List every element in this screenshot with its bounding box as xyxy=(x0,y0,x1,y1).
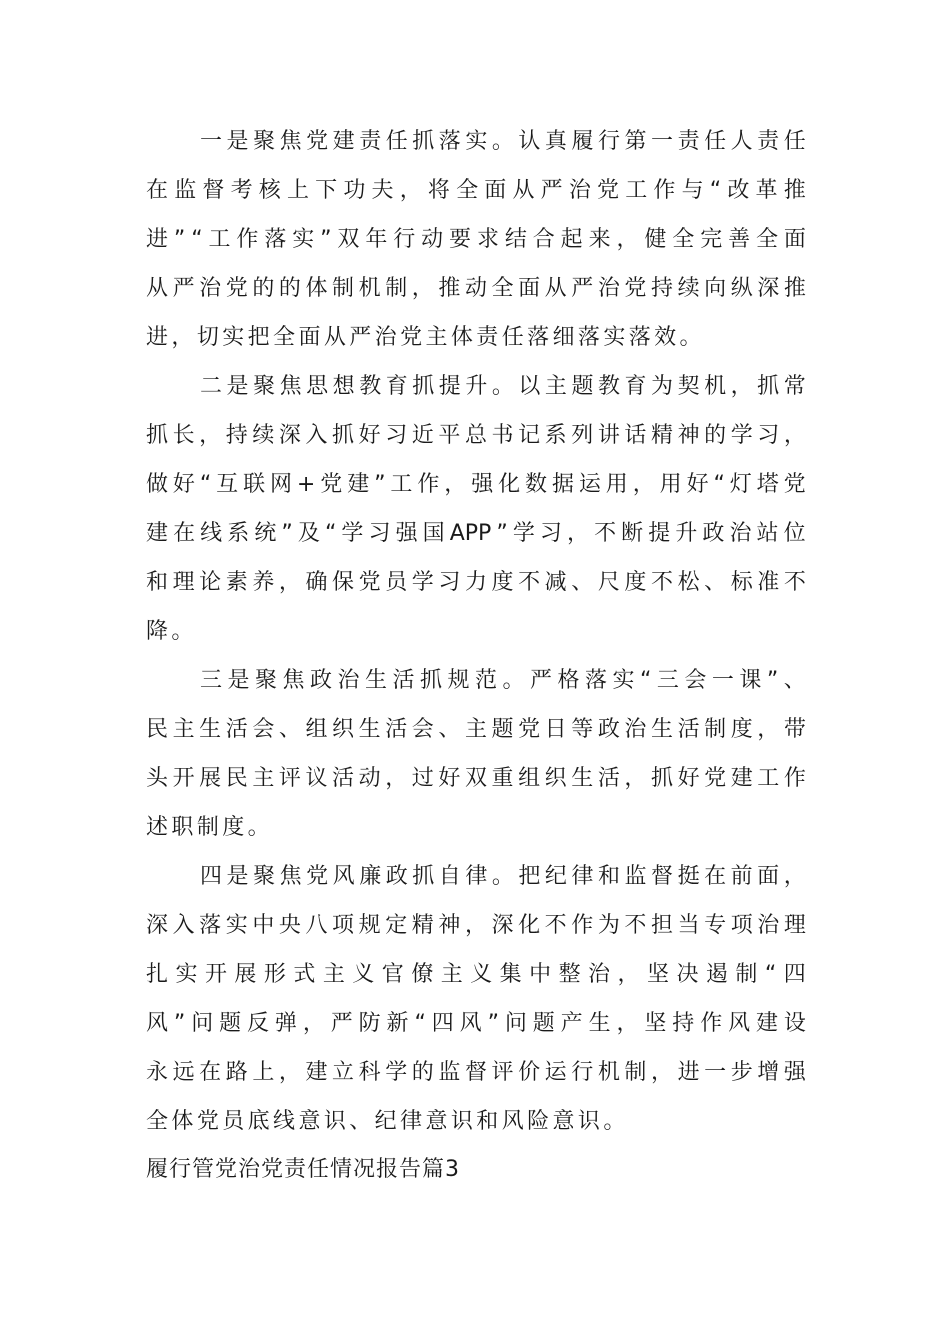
paragraph-4-line-4: 风 ” 问 题 反 弹 ， 严 防 新 “ 四 风 ” 问 题 产 生 ， 坚 持 作 风 建 设 xyxy=(146,1011,806,1036)
paragraph-3-line-1: 三 是 聚 焦 政 治 生 活 抓 规 范 。 严 格 落 实 “ 三 会 一 课 ” 、 xyxy=(200,668,806,693)
section-heading: 履行管党治党责任情况报告篇3 xyxy=(146,1157,460,1182)
paragraph-2-line-6: 降 。 xyxy=(146,619,197,644)
paragraph-1-line-4: 从 严 治 党 的 的 体 制 机 制 ， 推 动 全 面 从 严 治 党 持 续 向 纵 深 推 xyxy=(146,276,806,301)
paragraph-4-line-5: 永 远 在 路 上 ， 建 立 科 学 的 监 督 评 价 运 行 机 制 ， 进 一 步 增 强 xyxy=(146,1060,806,1085)
paragraph-2-line-2: 抓 长 ， 持 续 深 入 抓 好 习 近 平 总 书 记 系 列 讲 话 精 神 的 学 习 ， xyxy=(146,423,806,448)
paragraph-4-line-1: 四 是 聚 焦 党 风 廉 政 抓 自 律 。 把 纪 律 和 监 督 挺 在 前 面 ， xyxy=(200,864,806,889)
paragraph-2-line-3: 做 好 “ 互 联 网 + 党 建 ” 工 作 ， 强 化 数 据 运 用 ， 用 好 “ 灯 塔 党 xyxy=(146,472,806,497)
paragraph-3-line-2: 民 主 生 活 会 、 组 织 生 活 会 、 主 题 党 日 等 政 治 生 活 制 度 ， 带 xyxy=(146,717,806,742)
paragraph-2-line-5: 和 理 论 素 养 ， 确 保 党 员 学 习 力 度 不 减 、 尺 度 不 松 、 标 准 不 xyxy=(146,570,806,595)
paragraph-4-line-2: 深 入 落 实 中 央 八 项 规 定 精 神 ， 深 化 不 作 为 不 担 当 专 项 治 理 xyxy=(146,913,806,938)
paragraph-4-line-3: 扎 实 开 展 形 式 主 义 官 僚 主 义 集 中 整 治 ， 坚 决 遏 制 “ 四 xyxy=(146,962,806,987)
paragraph-1-line-1: 一 是 聚 焦 党 建 责 任 抓 落 实 。 认 真 履 行 第 一 责 任 人 责 任 xyxy=(200,129,806,154)
paragraph-4-line-6: 全 体 党 员 底 线 意 识 、 纪 律 意 识 和 风 险 意 识 。 xyxy=(146,1109,629,1134)
paragraph-1-line-3: 进 ” “ 工 作 落 实 ” 双 年 行 动 要 求 结 合 起 来 ， 健 全 完 善 全 面 xyxy=(146,227,806,252)
paragraph-1-line-2: 在 监 督 考 核 上 下 功 夫 ， 将 全 面 从 严 治 党 工 作 与 “ 改 革 推 xyxy=(146,178,806,203)
paragraph-3-line-4: 述 职 制 度 。 xyxy=(146,815,274,840)
paragraph-2-line-1: 二 是 聚 焦 思 想 教 育 抓 提 升 。 以 主 题 教 育 为 契 机 ， 抓 常 xyxy=(200,374,806,399)
paragraph-2-line-4: 建 在 线 系 统 ” 及 “ 学 习 强 国 APP ” 学 习 ， 不 断 提 升 政 治 站 位 xyxy=(146,521,806,546)
paragraph-3-line-3: 头 开 展 民 主 评 议 活 动 ， 过 好 双 重 组 织 生 活 ， 抓 好 党 建 工 作 xyxy=(146,766,806,791)
paragraph-1-line-5: 进 ， 切 实 把 全 面 从 严 治 党 主 体 责 任 落 细 落 实 落 效 。 xyxy=(146,325,705,350)
